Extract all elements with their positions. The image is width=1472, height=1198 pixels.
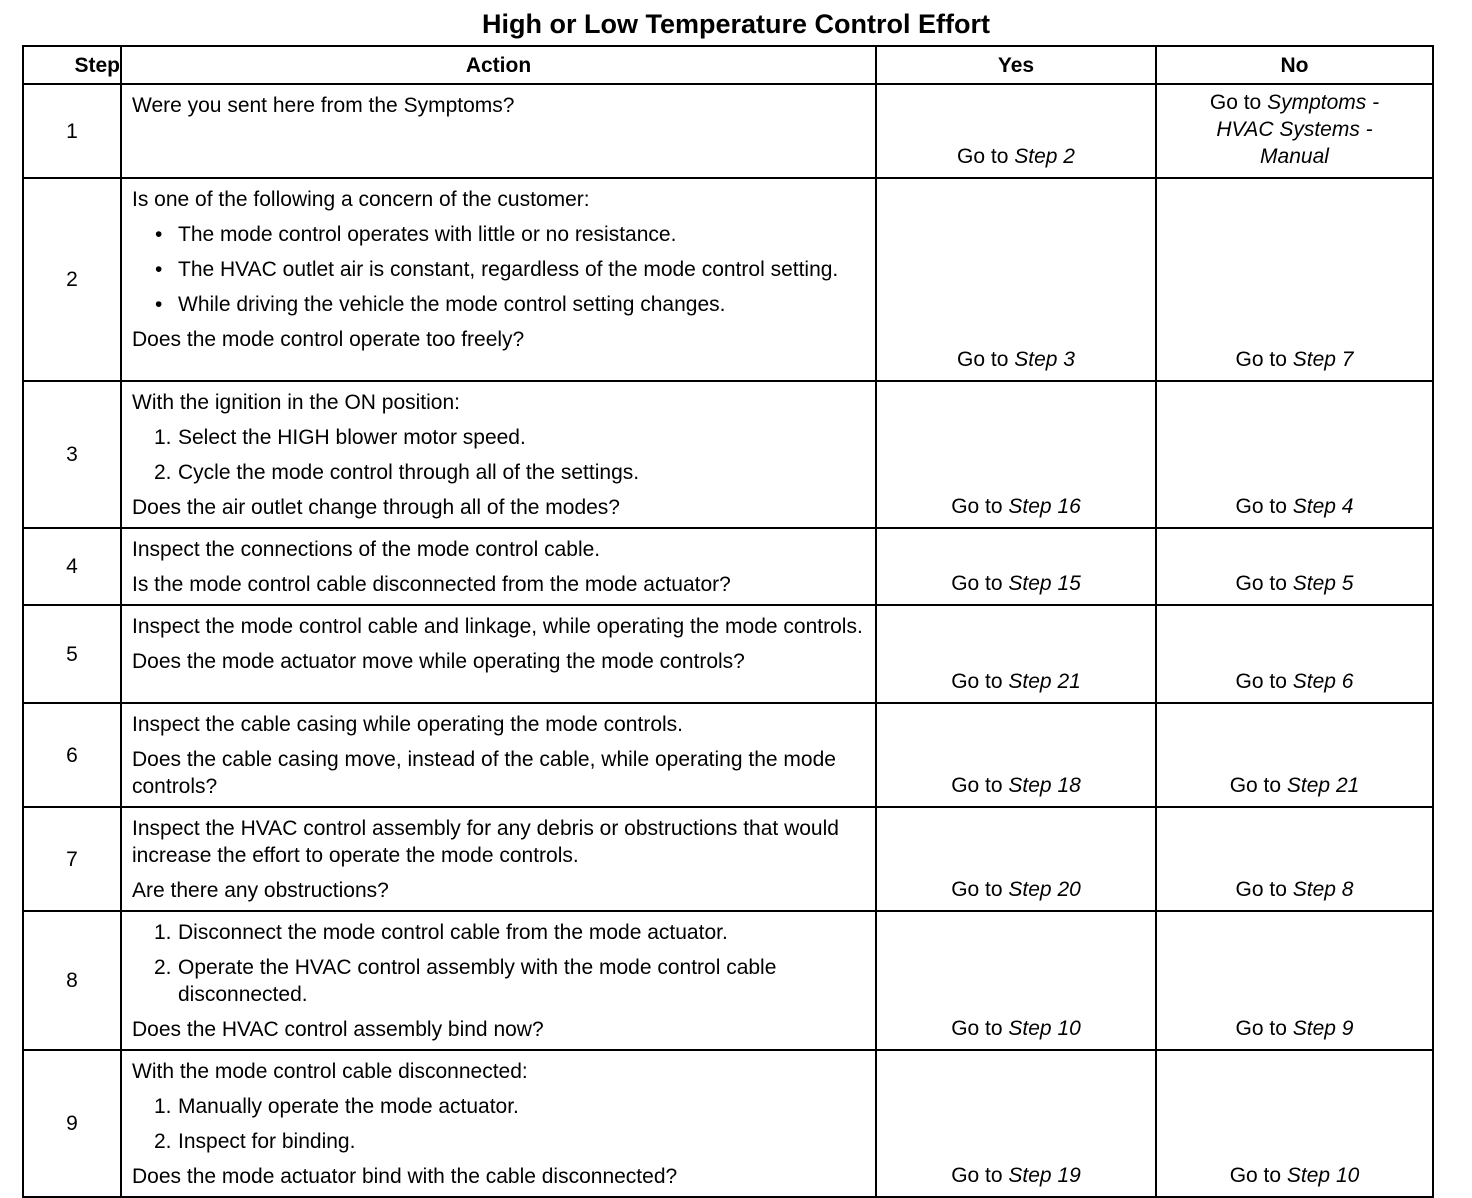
table-row — [23, 703, 1433, 807]
yes-cell — [876, 807, 1156, 911]
yes-cell — [876, 605, 1156, 703]
no-cell — [1156, 178, 1433, 381]
no-target: Step 6 — [1292, 670, 1354, 693]
numbered-item — [132, 459, 865, 486]
yes-target: Step 15 — [1008, 572, 1081, 595]
step-number: 4 — [23, 528, 121, 605]
no-line — [1163, 116, 1426, 143]
step-number: 1 — [23, 84, 121, 178]
action-text: Is the mode control cable disconnected from the mode actuator? — [132, 573, 731, 596]
action-text: Inspect the cable casing while operating the mode controls. — [132, 713, 683, 736]
table-row — [23, 605, 1433, 703]
yes-target: Step 19 — [1008, 1164, 1081, 1187]
numbered-text: Cycle the mode control through all of the settings. — [178, 461, 640, 484]
yes-target: Step 20 — [1008, 878, 1081, 901]
goto-label: Go to — [1235, 348, 1287, 371]
bullet-item — [132, 221, 865, 248]
goto-label: Go to — [951, 495, 1003, 518]
item-number: 2. — [154, 956, 172, 979]
no-cell — [1156, 911, 1433, 1050]
item-number: 2. — [154, 461, 172, 484]
yes-cell — [876, 911, 1156, 1050]
yes-target: Step 10 — [1008, 1017, 1081, 1040]
action-cell — [121, 528, 876, 605]
step-number: 3 — [23, 381, 121, 528]
action-cell — [121, 911, 876, 1050]
table-row — [23, 807, 1433, 911]
no-cell — [1156, 381, 1433, 528]
no-target: Step 21 — [1286, 774, 1360, 797]
item-number: 2. — [154, 1130, 172, 1153]
action-text: Does the air outlet change through all of the modes? — [132, 496, 620, 519]
table-row — [23, 84, 1433, 178]
yes-cell — [876, 703, 1156, 807]
no-target: Step 5 — [1292, 572, 1354, 595]
page-title: High or Low Temperature Control Effort — [482, 9, 990, 39]
goto-label: Go to — [957, 348, 1009, 371]
action-text: With the mode control cable disconnected: — [132, 1060, 528, 1083]
yes-cell — [876, 84, 1156, 178]
step-number: 9 — [23, 1050, 121, 1197]
action-text: Were you sent here from the Symptoms? — [132, 94, 515, 117]
action-text: Is one of the following a concern of the customer: — [132, 188, 590, 211]
numbered-text: Inspect for binding. — [178, 1130, 356, 1153]
action-cell — [121, 807, 876, 911]
action-cell — [121, 605, 876, 703]
action-cell — [121, 703, 876, 807]
goto-label: Go to — [1229, 1164, 1282, 1187]
step-number: 2 — [23, 178, 121, 381]
action-text: Does the mode actuator bind with the cable disconnected? — [132, 1165, 678, 1188]
step-number: 6 — [23, 703, 121, 807]
no-target: Manual — [1260, 145, 1329, 168]
yes-target: Step 16 — [1008, 495, 1081, 518]
numbered-item — [132, 424, 865, 451]
table-row — [23, 381, 1433, 528]
action-text: Does the mode actuator move while operating the mode controls? — [132, 650, 745, 673]
goto-label: Go to — [1229, 774, 1282, 797]
yes-cell — [876, 1050, 1156, 1197]
action-text: Does the HVAC control assembly bind now? — [132, 1018, 544, 1041]
goto-label: Go to — [1235, 1017, 1287, 1040]
action-cell — [121, 381, 876, 528]
no-cell — [1156, 1050, 1433, 1197]
bullet-item — [132, 291, 865, 318]
goto-label: Go to — [951, 878, 1003, 901]
column-header-step: Step — [23, 46, 121, 84]
no-target: Step 10 — [1286, 1164, 1360, 1187]
goto-label: Go to — [957, 145, 1009, 168]
yes-target: Step 21 — [1008, 670, 1081, 693]
no-target: Step 4 — [1292, 495, 1354, 518]
numbered-item — [132, 954, 865, 1008]
no-line — [1163, 89, 1426, 116]
goto-label: Go to — [951, 572, 1003, 595]
action-text: Inspect the mode control cable and linkage, while operating the mode controls. — [132, 615, 863, 638]
yes-cell — [876, 178, 1156, 381]
column-header-yes: Yes — [876, 46, 1156, 84]
step-number: 5 — [23, 605, 121, 703]
no-cell — [1156, 807, 1433, 911]
goto-label: Go to — [951, 1164, 1003, 1187]
numbered-item — [132, 919, 865, 946]
bullet-item — [132, 256, 865, 283]
yes-target: Step 3 — [1014, 348, 1075, 371]
goto-label: Go to — [1235, 495, 1287, 518]
table-row — [23, 528, 1433, 605]
no-cell — [1156, 84, 1433, 178]
action-text: Inspect the HVAC control assembly for any debris or obstructions that would increase the effort to operate the mode controls. — [132, 817, 839, 867]
no-target: Step 7 — [1292, 348, 1354, 371]
goto-label: Go to — [951, 1017, 1003, 1040]
column-header-no: No — [1156, 46, 1433, 84]
goto-label: Go to — [1209, 91, 1262, 114]
column-header-action: Action — [121, 46, 876, 84]
action-cell — [121, 84, 876, 178]
yes-target: Step 2 — [1014, 145, 1075, 168]
goto-label: Go to — [1235, 572, 1287, 595]
yes-cell — [876, 381, 1156, 528]
yes-target: Step 18 — [1008, 774, 1081, 797]
table-row — [23, 911, 1433, 1050]
goto-label: Go to — [1235, 878, 1287, 901]
item-number: 1. — [154, 426, 172, 449]
numbered-text: Manually operate the mode actuator. — [178, 1095, 519, 1118]
diagnostic-table — [22, 45, 1434, 1198]
no-target: Step 9 — [1292, 1017, 1354, 1040]
bullet-text: The HVAC outlet air is constant, regardless of the mode control setting. — [178, 258, 839, 281]
action-text: Does the mode control operate too freely? — [132, 328, 525, 351]
table-row — [23, 178, 1433, 381]
no-line — [1163, 143, 1426, 170]
action-text: Are there any obstructions? — [132, 879, 389, 902]
action-text: Inspect the connections of the mode control cable. — [132, 538, 601, 561]
step-number: 7 — [23, 807, 121, 911]
no-target: HVAC Systems - — [1216, 118, 1373, 141]
no-target: Symptoms - — [1267, 91, 1380, 114]
no-cell — [1156, 703, 1433, 807]
item-number: 1. — [154, 1095, 172, 1118]
goto-label: Go to — [951, 670, 1003, 693]
numbered-item — [132, 1128, 865, 1155]
numbered-text: Select the HIGH blower motor speed. — [178, 426, 526, 449]
goto-label: Go to — [1235, 670, 1287, 693]
action-cell — [121, 178, 876, 381]
goto-label: Go to — [951, 774, 1003, 797]
numbered-text: Disconnect the mode control cable from the mode actuator. — [178, 921, 728, 944]
numbered-text: Operate the HVAC control assembly with the mode control cable disconnected. — [178, 956, 777, 1006]
no-cell — [1156, 528, 1433, 605]
action-cell — [121, 1050, 876, 1197]
action-text: With the ignition in the ON position: — [132, 391, 461, 414]
bullet-text: The mode control operates with little or no resistance. — [178, 223, 677, 246]
numbered-item — [132, 1093, 865, 1120]
no-cell — [1156, 605, 1433, 703]
yes-cell — [876, 528, 1156, 605]
table-row — [23, 1050, 1433, 1197]
action-text: Does the cable casing move, instead of the cable, while operating the mode controls? — [132, 748, 836, 798]
item-number: 1. — [154, 921, 172, 944]
no-target: Step 8 — [1292, 878, 1354, 901]
step-number: 8 — [23, 911, 121, 1050]
header-row — [23, 46, 1433, 84]
bullet-text: While driving the vehicle the mode control setting changes. — [178, 293, 726, 316]
